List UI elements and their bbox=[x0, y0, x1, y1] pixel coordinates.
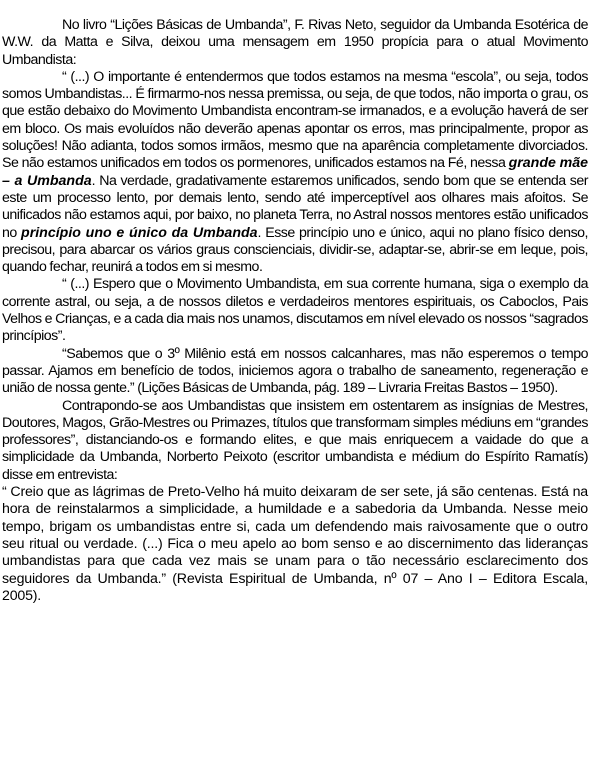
paragraph-intro: No livro “Lições Básicas de Umbanda”, F. Rivas Neto, seguidor da Umbanda Esotérica de W.W. da Matta e Silva, deixou uma mensagem em 1950 propícia para o atual Movimento Umbandista: bbox=[2, 17, 588, 68]
paragraph-quote-movement: “ (...) Espero que o Movimento Umbandista, em sua corrente humana, siga o exemplo da corrente astral, ou seja, a de nossos diletos e verdadeiros mentores espirituais, os Caboclos, Pais Velhos e Crianças, e a cada dia mais nos unamos, discutamos em nível elevado os nossos “sagrados princípios”. bbox=[2, 276, 588, 345]
quote-text: . Na verdade, gradativamente estaremos unificados, sendo bom que se entenda ser este um processo lento, por demais lento, sendo até imperceptível aos olhares mais afoitos. Se unificados não estamos aqui, por baixo, no planeta Terra, no Astral nossos mentores estão unificados no bbox=[2, 172, 588, 241]
emphasis-text: grande mãe – a Umbanda bbox=[2, 155, 588, 189]
emphasis-text: princípio uno e único da Umbanda bbox=[21, 224, 258, 241]
paragraph-quote-millennium: “Sabemos que o 3º Milênio está em nossos calcanhares, mas não esperemos o tempo passar. Ajamos em benefício de todos, iniciemos agora o trabalho de saneamento, regeneração e união de nossa gente.” (Lições Básicas de Umbanda, pág. 189 – Livraria Freitas Bastos – 1950). bbox=[2, 345, 588, 397]
quote-text: . Esse princípio uno e único, aqui no plano físico denso, precisou, para abarcar os vários graus conscienciais, dividir-se, adaptar-se, abrir-se em leque, pois, quando fechar, reunirá a todos em si mesmo. bbox=[2, 224, 588, 276]
quote-text: “ (...) O importante é entendermos que todos estamos na mesma “escola”, ou seja, todos somos Umbandistas... É firmarmo-nos nessa premissa, ou seja, de que todos, não importa o grau, os que estão debaixo do Movimento Umbandista encontram-se irmanados, e a evolução haverá de ser em bloco. Os mais evoluídos não deverão apenas apontar os erros, mas principalmente, propor as soluções! Não adianta, todos somos irmãos, mesmo que na aparência completamente divorciados. Se não estamos unificados em todos os pormenores, unificados estamos na Fé, nessa bbox=[2, 68, 588, 172]
paragraph-interview-quote: “ Creio que as lágrimas de Preto-Velho há muito deixaram de ser sete, já são centenas. Está na hora de reinstalarmos a simplicidade, a humildade e a sabedoria da Umbanda. Nesse meio tempo, brigam os umbandistas entre si, cada um defendendo mais raivosamente que o outro seu ritual ou verdade. (...) Fica o meu apelo ao bom senso e ao discernimento das lideranças umbandistas para que cada vez mais se unam para o tão necessário esclarecimento dos seguidores da Umbanda.” (Revista Espiritual de Umbanda, nº 07 – Ano I – Editora Escala, 2005). bbox=[2, 484, 588, 604]
paragraph-quote-unity bbox=[2, 69, 588, 277]
paragraph-contrast: Contrapondo-se aos Umbandistas que insistem em ostentarem as insígnias de Mestres, Doutores, Magos, Grão-Mestres ou Primazes, títulos que transformam simples médiuns em “grandes professores”, distanciando-os e formando elites, e que mais enriquecem a vaidade do que a simplicidade da Umbanda, Norberto Peixoto (escritor umbandista e médium do Espírito Ramatís) disse em entrevista: bbox=[2, 397, 588, 483]
